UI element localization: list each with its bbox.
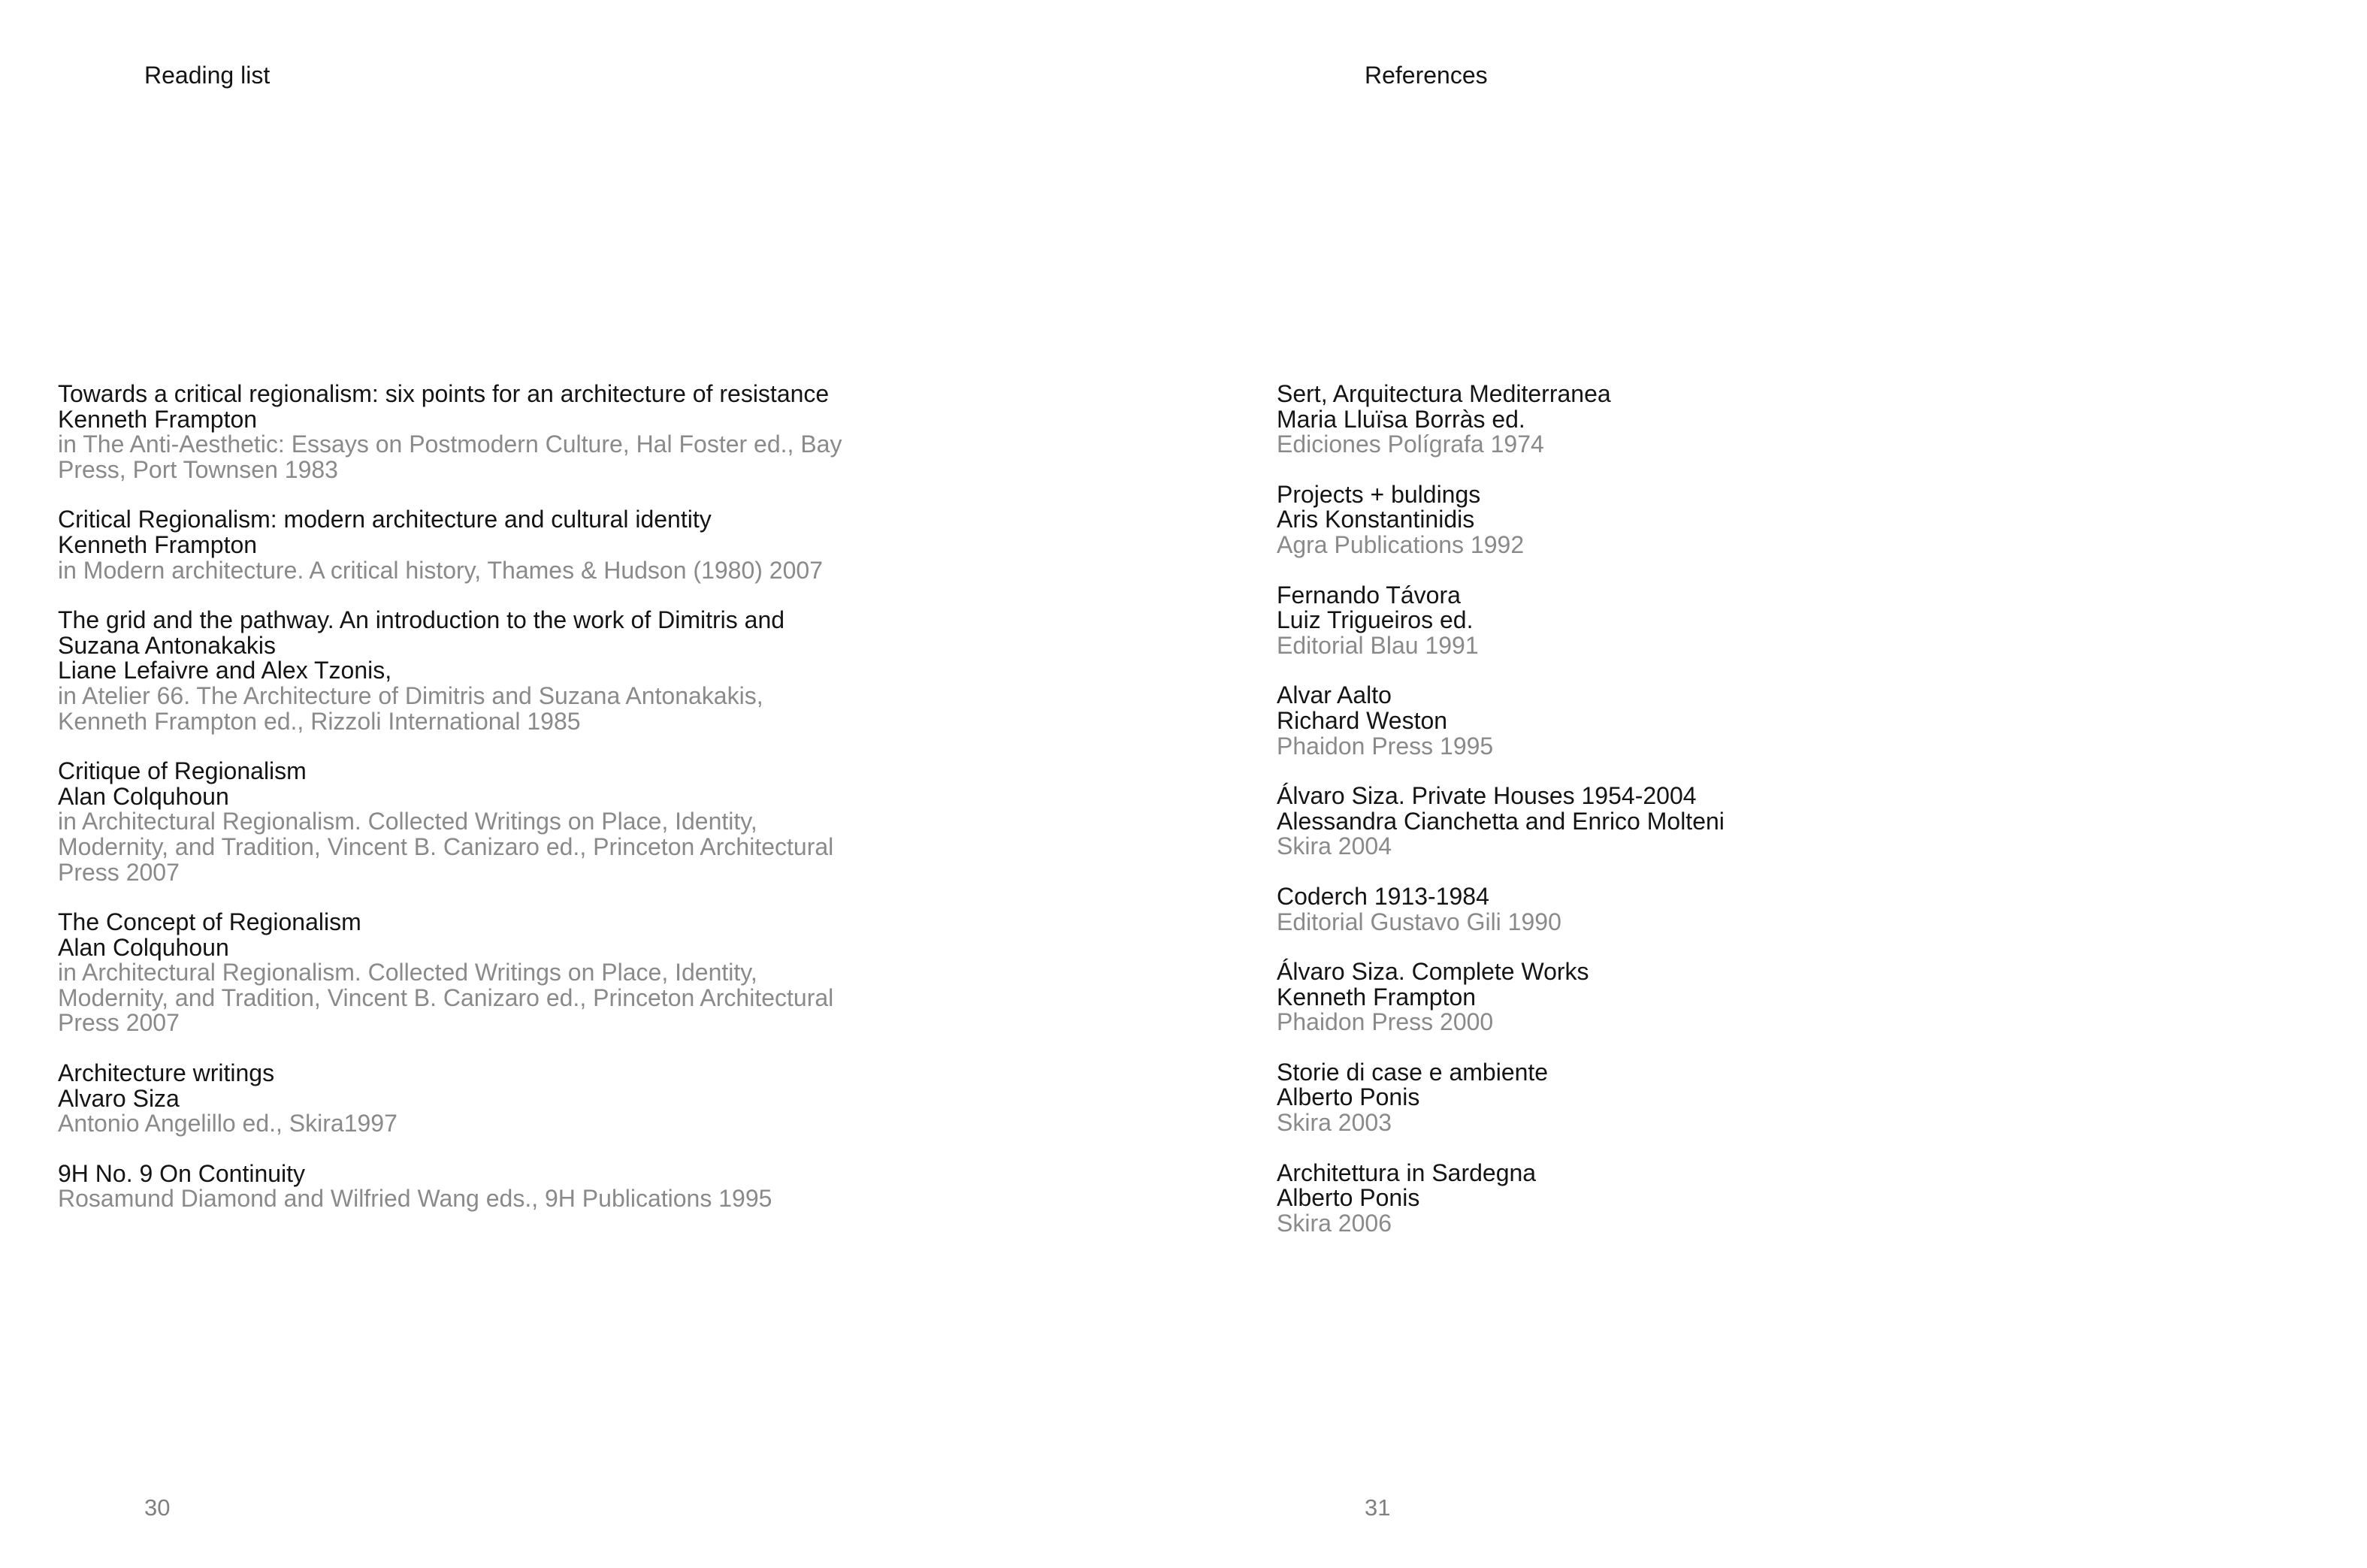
entry-title: Álvaro Siza. Private Houses 1954-2004: [1277, 782, 1697, 810]
references-list: [1277, 382, 2133, 1261]
right-page: [1184, 0, 2367, 1568]
bibliography-entry: [58, 608, 914, 734]
reference-entry: [1277, 784, 2133, 860]
entry-publication: Skira 2003: [1277, 1109, 1392, 1137]
entry-publication: in The Anti-Aesthetic: Essays on Postmodern Culture, Hal Foster ed., Bay Press, Port Townsen 1983: [58, 431, 842, 483]
bibliography-entry: [58, 1061, 914, 1137]
entry-author: Alan Colquhoun: [58, 933, 229, 961]
entry-title: 9H No. 9 On Continuity: [58, 1159, 306, 1187]
entry-publication: Skira 2006: [1277, 1209, 1392, 1237]
entry-title: Storie di case e ambiente: [1277, 1058, 1549, 1086]
entry-publication: in Architectural Regionalism. Collected Writings on Place, Identity, Modernity, and Tradition, Vincent B. Canizaro ed., Princeton Architectural Press 2007: [58, 959, 834, 1037]
entry-publication: Phaidon Press 1995: [1277, 732, 1494, 760]
entry-publication: Agra Publications 1992: [1277, 530, 1525, 558]
reference-entry: [1277, 683, 2133, 759]
entry-title: The grid and the pathway. An introduction to the work of Dimitris and Suzana Antonakakis: [58, 606, 785, 659]
entry-title: Architecture writings: [58, 1059, 275, 1087]
bibliography-entry: [58, 382, 914, 482]
reference-entry: [1277, 959, 2133, 1035]
entry-author: Alvaro Siza: [58, 1084, 180, 1112]
bibliography-entry: [58, 910, 914, 1036]
entry-publication: Skira 2004: [1277, 832, 1392, 860]
reference-entry: [1277, 1161, 2133, 1237]
entry-publication: in Atelier 66. The Architecture of Dimitris and Suzana Antonakakis, Kenneth Frampton ed., Rizzoli International 1985: [58, 681, 763, 735]
page-header: References: [1365, 62, 1488, 89]
entry-author: Richard Weston: [1277, 706, 1448, 734]
entry-author: Alberto Ponis: [1277, 1083, 1420, 1111]
entry-author: Maria Lluïsa Borràs ed.: [1277, 405, 1525, 433]
entry-title: Coderch 1913-1984: [1277, 882, 1489, 910]
entry-title: Sert, Arquitectura Mediterranea: [1277, 380, 1611, 407]
entry-author: Alessandra Cianchetta and Enrico Molteni: [1277, 807, 1725, 835]
entry-title: Projects + buldings: [1277, 480, 1481, 508]
entry-author: Aris Konstantinidis: [1277, 506, 1475, 533]
reference-entry: [1277, 884, 2133, 935]
page-header: Reading list: [144, 62, 271, 89]
entry-author: Kenneth Frampton: [58, 530, 258, 558]
entry-author: Kenneth Frampton: [58, 405, 258, 433]
bibliography-entry: [58, 1159, 914, 1213]
entry-author: Kenneth Frampton: [1277, 983, 1477, 1011]
reading-list: [58, 382, 914, 1237]
entry-publication: Editorial Gustavo Gili 1990: [1277, 908, 1561, 935]
entry-title: Alvar Aalto: [1277, 681, 1392, 709]
entry-title: Fernando Távora: [1277, 581, 1461, 609]
entry-publication: Rosamund Diamond and Wilfried Wang eds., 9H Publications 1995: [58, 1185, 772, 1213]
page-number: 30: [144, 1494, 171, 1521]
reference-entry: [1277, 1060, 2133, 1136]
entry-author: Luiz Trigueiros ed.: [1277, 606, 1474, 634]
reference-entry: [1277, 482, 2133, 558]
entry-publication: Ediciones Polígrafa 1974: [1277, 431, 1544, 458]
entry-title: Critique of Regionalism: [58, 757, 307, 785]
reference-entry: [1277, 583, 2133, 659]
entry-publication: in Modern architecture. A critical history, Thames & Hudson (1980) 2007: [58, 556, 823, 584]
entry-title: Architettura in Sardegna: [1277, 1159, 1537, 1186]
entry-author: Alberto Ponis: [1277, 1184, 1420, 1212]
entry-title: Álvaro Siza. Complete Works: [1277, 958, 1589, 986]
entry-publication: Editorial Blau 1991: [1277, 631, 1479, 659]
bibliography-entry: [58, 507, 914, 583]
entry-author: Alan Colquhoun: [58, 782, 229, 810]
entry-author: Liane Lefaivre and Alex Tzonis,: [58, 657, 392, 684]
page-number: 31: [1365, 1494, 1391, 1521]
entry-publication: Antonio Angelillo ed., Skira1997: [58, 1110, 398, 1137]
entry-publication: Phaidon Press 2000: [1277, 1008, 1494, 1036]
entry-title: Towards a critical regionalism: six points for an architecture of resistance: [58, 380, 830, 407]
entry-title: Critical Regionalism: modern architecture and cultural identity: [58, 506, 712, 533]
reference-entry: [1277, 382, 2133, 458]
entry-publication: in Architectural Regionalism. Collected Writings on Place, Identity, Modernity, and Tradition, Vincent B. Canizaro ed., Princeton Architectural Press 2007: [58, 808, 834, 886]
entry-title: The Concept of Regionalism: [58, 908, 361, 936]
bibliography-entry: [58, 759, 914, 885]
